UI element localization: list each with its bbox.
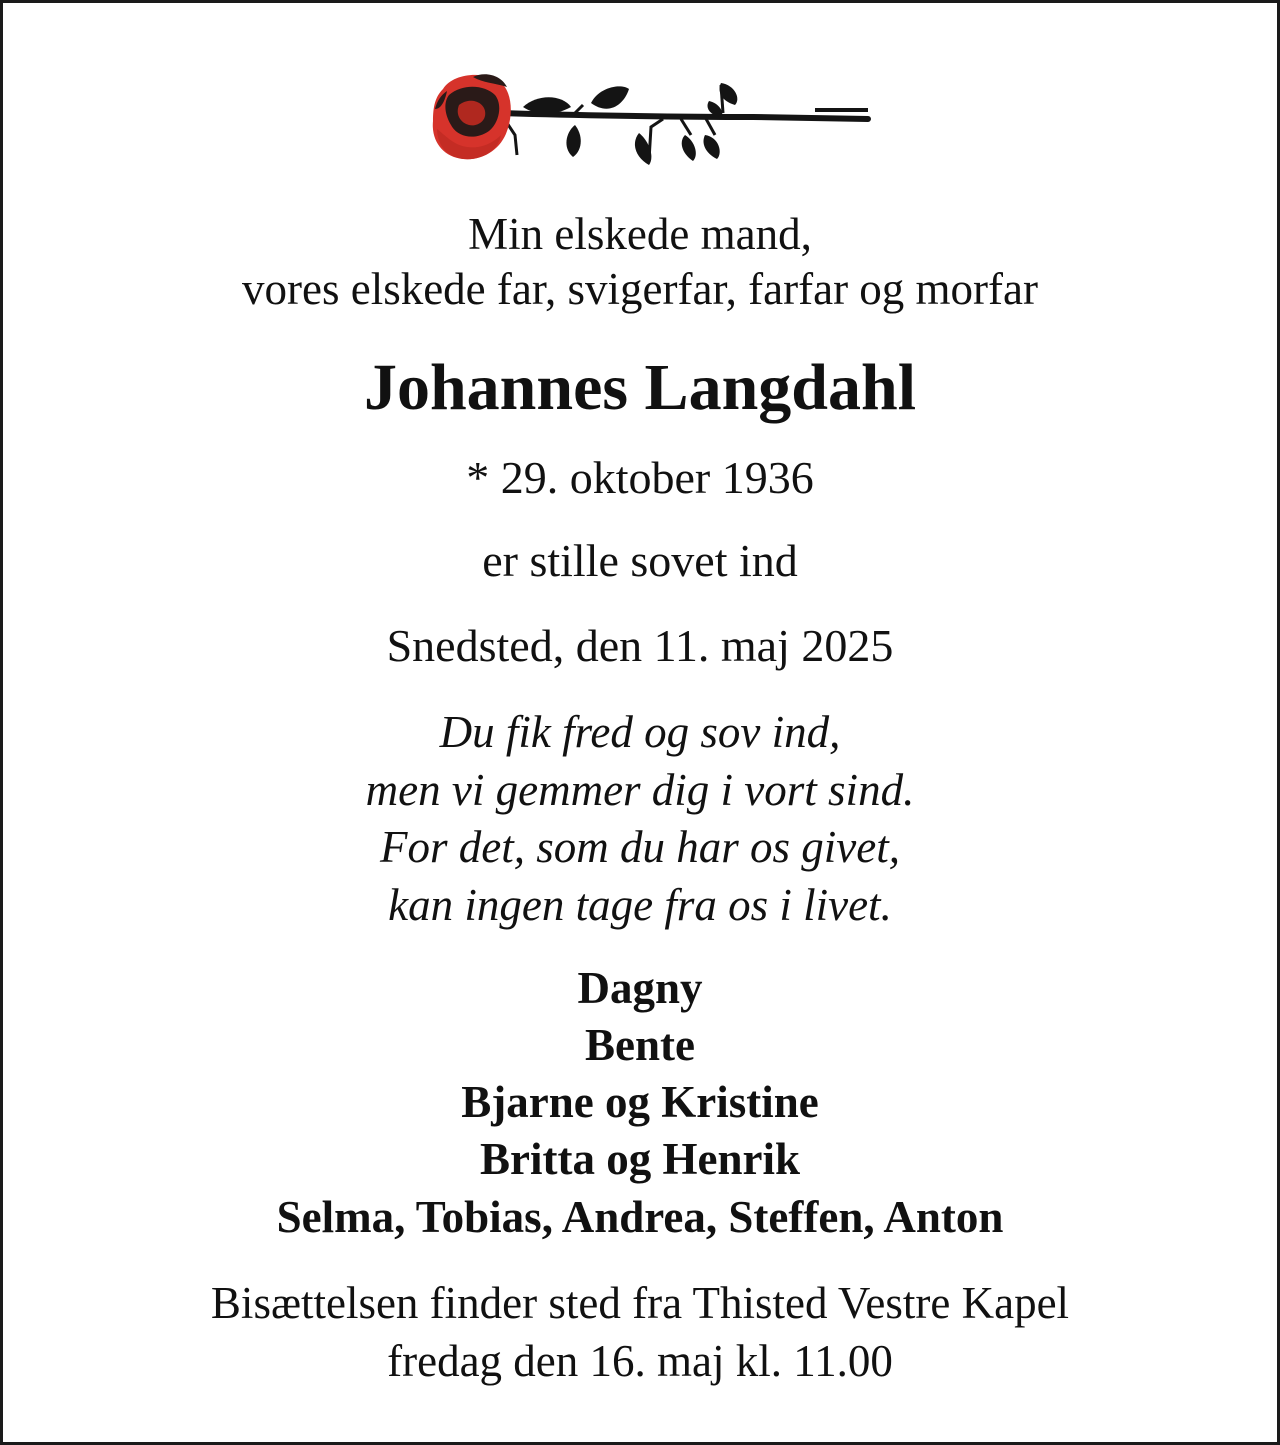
family-member: Dagny [577, 963, 703, 1013]
verse-line-4: kan ingen tage fra os i livet. [388, 880, 892, 930]
deceased-name: Johannes Langdahl [363, 351, 917, 424]
family-member: Selma, Tobias, Andrea, Steffen, Anton [276, 1192, 1004, 1242]
funeral-info-line-2: fredag den 16. maj kl. 11.00 [387, 1336, 893, 1386]
verse-line-2: men vi gemmer dig i vort sind. [365, 765, 915, 815]
funeral-info-line-1: Bisættelsen finder sted fra Thisted Vestre Kapel [210, 1278, 1070, 1328]
passing-text: er stille sovet ind [482, 535, 798, 586]
rose-icon [423, 65, 873, 170]
birth-date: * 29. oktober 1936 [466, 452, 814, 503]
family-member: Bjarne og Kristine [461, 1077, 819, 1127]
intro-line-2: vores elskede far, svigerfar, farfar og morfar [242, 264, 1038, 314]
verse-line-1: Du fik fred og sov ind, [439, 707, 841, 757]
place-date: Snedsted, den 11. maj 2025 [386, 620, 894, 671]
family-member: Britta og Henrik [480, 1134, 800, 1184]
verse-line-3: For det, som du har os givet, [380, 822, 900, 872]
intro-line-1: Min elskede mand, [468, 209, 812, 259]
family-member: Bente [585, 1020, 695, 1070]
